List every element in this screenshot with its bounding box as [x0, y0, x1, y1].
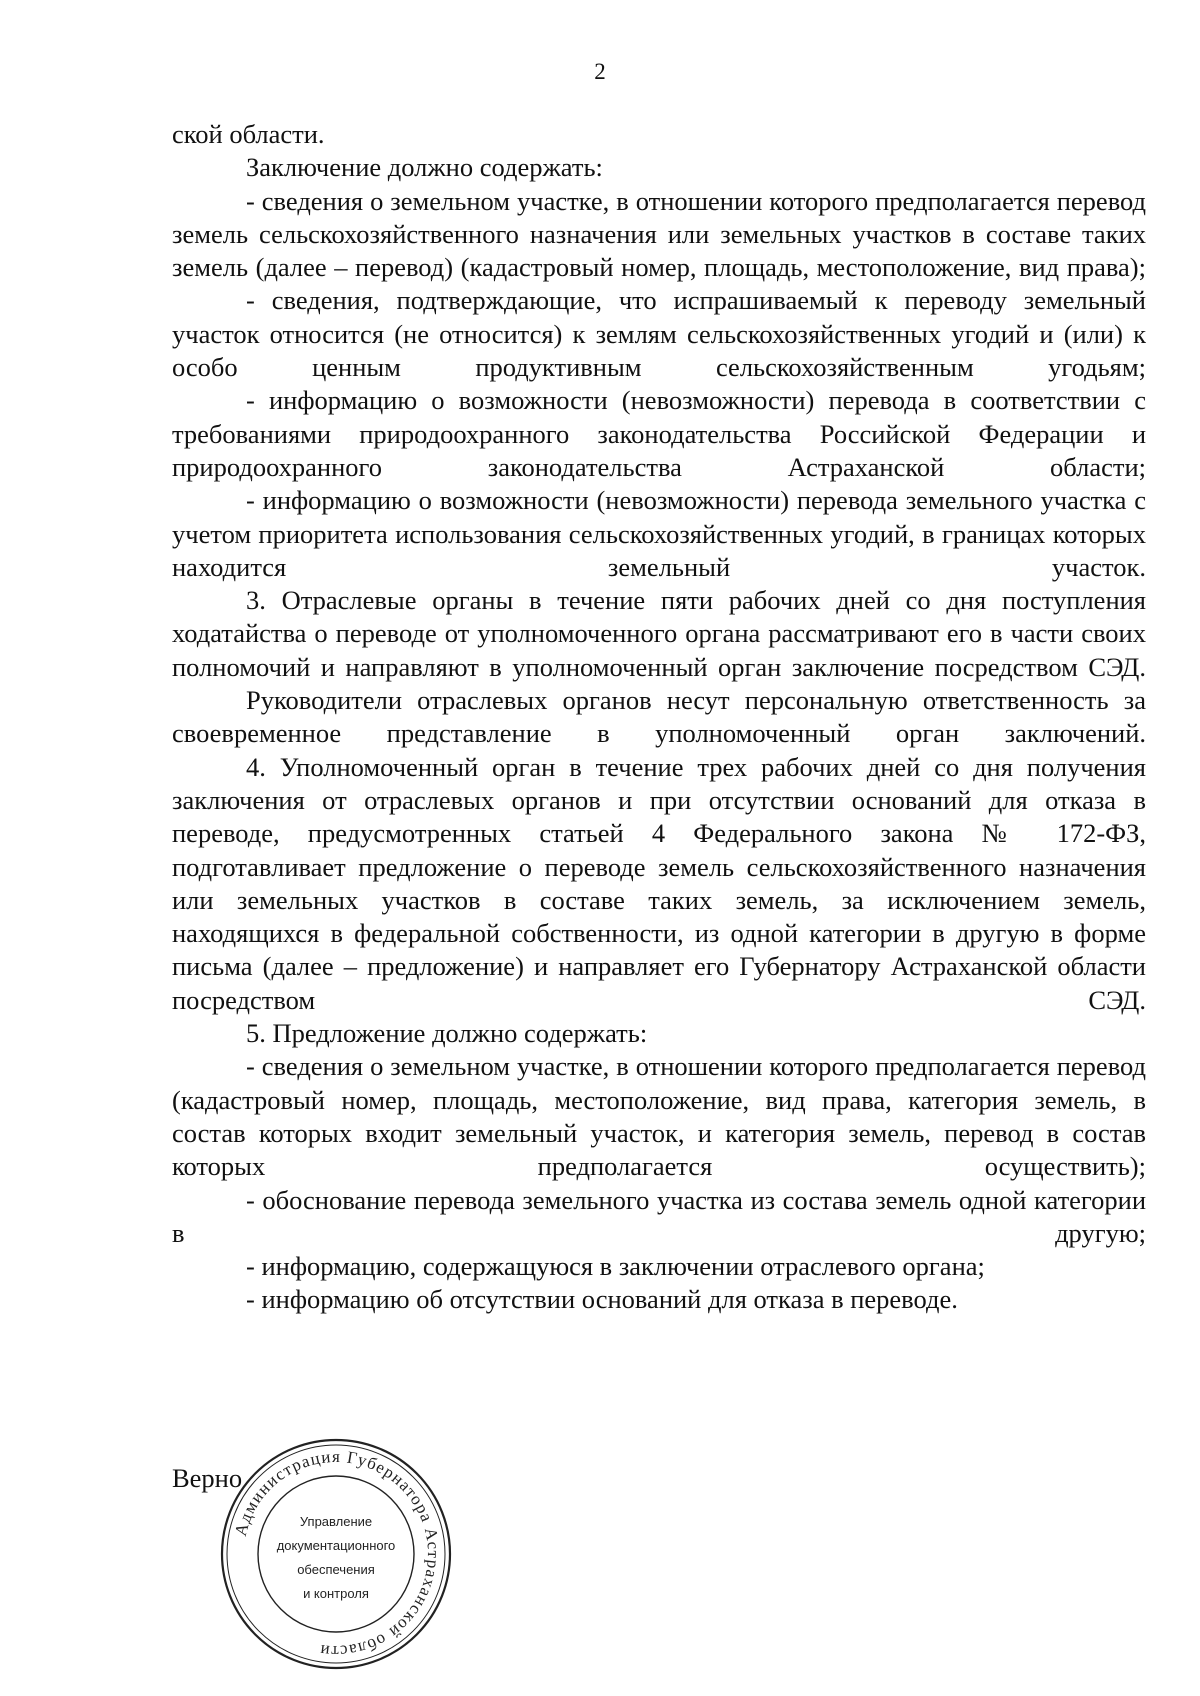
official-seal	[218, 1436, 454, 1672]
document-body	[172, 118, 1146, 1317]
paragraph: - информацию об отсутствии оснований для отказа в переводе.	[246, 1284, 958, 1315]
paragraph: - сведения о земельном участке, в отношении которого предполагается перевод (кадастровый номер, площадь, местоположение, вид права, категория земель, в состав которых входит земельный участок, и категория земель, перевод в состав которых предполагается осуществить);	[172, 1051, 1146, 1182]
paragraph: - сведения, подтверждающие, что испрашиваемый к переводу земельный участок относится (не относится) к землям сельскохозяйственных угодий и (или) к особо ценным продуктивным сельскохозяйственным угодьям;	[172, 285, 1146, 383]
paragraph: - сведения о земельном участке, в отношении которого предполагается перевод земель сельскохозяйственного назначения или земельных участков в составе таких земель (далее – перевод) (кадастровый номер, площадь, местоположение, вид права);	[172, 185, 1146, 283]
paragraph: Руководители отраслевых органов несут персональную ответственность за своевременное представление в уполномоченный орган заключений.	[172, 685, 1146, 749]
paragraph: - обоснование перевода земельного участка из состава земель одной категории в другую;	[172, 1184, 1146, 1248]
seal-inner-line-1: Управление	[299, 1514, 373, 1529]
paragraph: 4. Уполномоченный орган в течение трех рабочих дней со дня получения заключения от отраслевых органов и при отсутствии оснований для отказа в переводе, предусмотренных статьей 4 Федерального закона № 172-ФЗ, подготавливает предложение о переводе земель сельскохозяйственного назначения или земельных участков в составе таких земель, за исключением земель, находящихся в федеральной собственности, из одной категории в другую в форме письма (далее – предложение) и направляет его Губернатору Астраханской области посредством СЭД.	[172, 751, 1146, 1015]
seal-outer-ring	[222, 1440, 450, 1668]
certification-label: Верно	[172, 1463, 243, 1493]
paragraph: Заключение должно содержать:	[246, 152, 603, 183]
seal-inner-line-3: обеспечения	[297, 1562, 375, 1577]
seal-graphic	[218, 1436, 454, 1672]
paragraph: ской области.	[172, 119, 325, 149]
seal-inner-line-4: и контроля	[303, 1586, 369, 1601]
paragraph: - информацию о возможности (невозможности) перевода земельного участка с учетом приоритета использования сельскохозяйственных угодий, в границах которых находится земельный участок.	[172, 485, 1146, 582]
seal-ring-text: Администрация Губернатора Астраханской области	[230, 1446, 444, 1662]
paragraph: 3. Отраслевые органы в течение пяти рабочих дней со дня поступления ходатайства о переводе от уполномоченного органа рассматривают его в части своих полномочий и направляют в уполномоченный орган заключение посредством СЭД.	[172, 585, 1146, 682]
paragraph: 5. Предложение должно содержать:	[246, 1018, 648, 1049]
page-number: 2	[594, 59, 606, 84]
seal-inner-line-2: документационного	[276, 1538, 396, 1553]
paragraph: - информацию, содержащуюся в заключении отраслевого органа;	[246, 1251, 985, 1282]
paragraph: - информацию о возможности (невозможности) перевода в соответствии с требованиями природоохранного законодательства Российской Федерации и природоохранного законодательства Астраханской области;	[172, 385, 1146, 482]
